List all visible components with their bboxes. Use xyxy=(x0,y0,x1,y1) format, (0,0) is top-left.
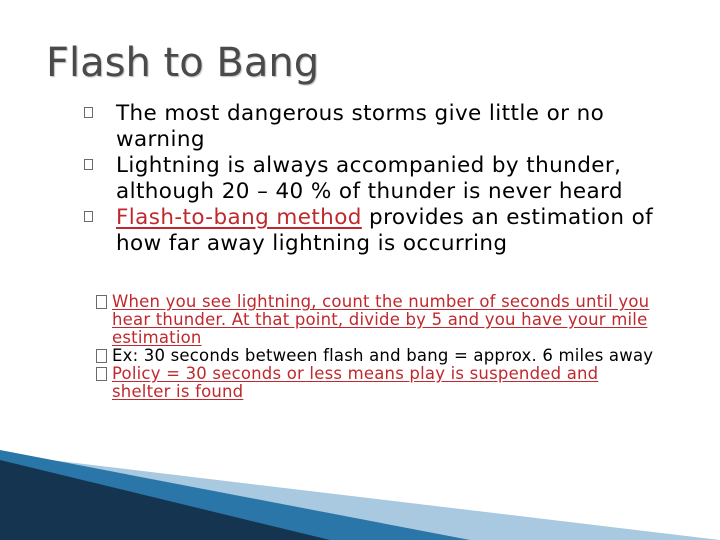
subbullet-text: When you see lightning, count the number of seconds until you hear thunder. At that point, divide by 5 and you have your mile estimation xyxy=(112,292,650,347)
subbullet-item xyxy=(0,293,662,347)
bullet-text: provides an estimation of how far away lightning is occurring xyxy=(116,205,654,256)
flash-to-bang-link[interactable]: Flash-to-bang method xyxy=(116,205,362,230)
subbullet-box-icon xyxy=(96,349,107,363)
bullet-text: The most dangerous storms give little or no warning xyxy=(116,101,605,152)
subbullet-box-icon xyxy=(96,367,107,381)
bullet-box-icon xyxy=(84,211,93,222)
subbullet-list xyxy=(0,293,720,401)
subbullet-box-icon xyxy=(96,295,107,309)
subbullet-text: Policy = 30 seconds or less means play is suspended and shelter is found xyxy=(112,364,599,401)
bullet-text: Lightning is always accompanied by thunder, although 20 – 40 % of thunder is never heard xyxy=(116,153,623,204)
bullet-item xyxy=(0,153,656,205)
subbullet-text: Ex: 30 seconds between flash and bang = approx. 6 miles away xyxy=(112,346,654,365)
slide-title: Flash to Bang xyxy=(46,40,320,86)
bullet-box-icon xyxy=(84,159,93,170)
subbullet-item xyxy=(0,365,662,401)
subbullet-item xyxy=(0,347,662,365)
bullet-item xyxy=(0,205,656,257)
bullet-box-icon xyxy=(84,107,93,118)
bullet-item xyxy=(0,101,656,153)
corner-wave-decoration xyxy=(0,440,720,540)
bullet-list xyxy=(0,101,720,257)
